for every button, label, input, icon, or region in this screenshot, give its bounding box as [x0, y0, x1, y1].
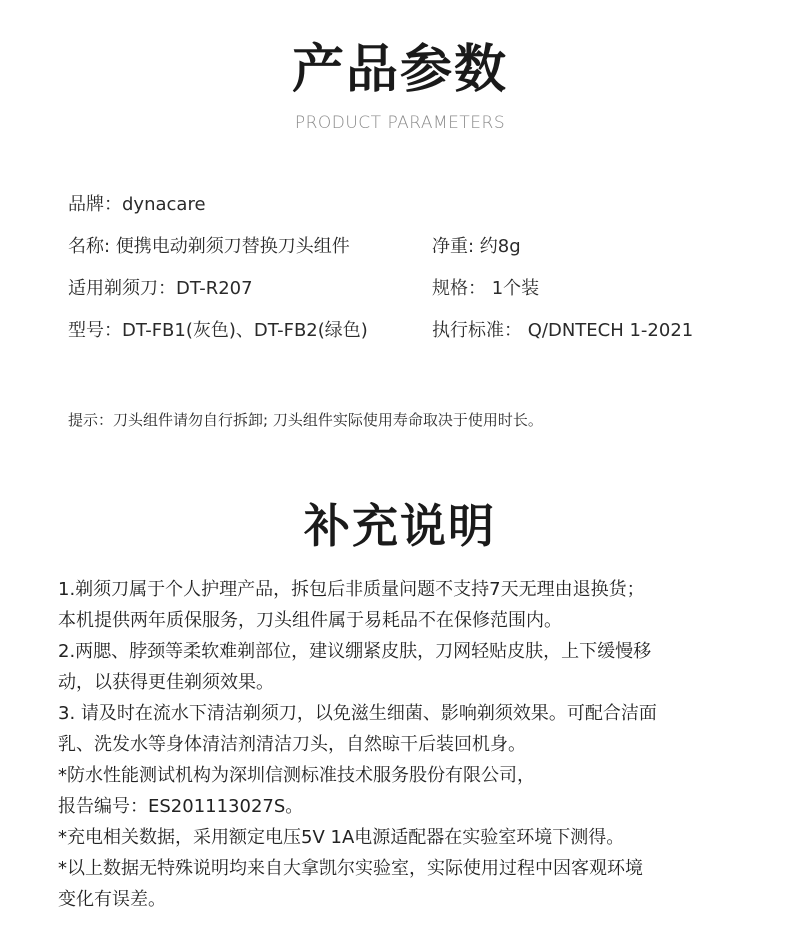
param-spec: 规格： 1个装	[432, 278, 540, 299]
param-name: 名称: 便携电动剃须刀替换刀头组件	[68, 236, 350, 257]
note-line: 1.剃须刀属于个人护理产品，拆包后非质量问题不支持7天无理由退换货；	[58, 579, 645, 600]
supplement-notes	[58, 574, 778, 915]
param-brand: 品牌：dynacare	[68, 194, 206, 215]
note-line: *防水性能测试机构为深圳信测标准技术服务股份有限公司，	[58, 765, 535, 786]
note-line: 变化有误差。	[58, 889, 166, 910]
param-weight: 净重: 约8g	[432, 236, 521, 257]
page-subtitle: PRODUCT PARAMETERS	[294, 113, 506, 133]
note-line: 乳、洗发水等身体清洁剂清洁刀头，自然晾干后装回机身。	[58, 734, 526, 755]
note-line: 2.两腮、脖颈等柔软难剃部位，建议绷紧皮肤，刀网轻贴皮肤，上下缓慢移	[58, 641, 652, 662]
note-line: *充电相关数据，采用额定电压5V 1A电源适配器在实验室环境下测得。	[58, 827, 625, 848]
note-line: 本机提供两年质保服务，刀头组件属于易耗品不在保修范围内。	[58, 610, 562, 631]
param-standard: 执行标准： Q/DNTECH 1-2021	[432, 320, 694, 341]
note-line: *以上数据无特殊说明均来自大拿凯尔实验室，实际使用过程中因客观环境	[58, 858, 643, 879]
note-line: 3. 请及时在流水下清洁剃须刀，以免滋生细菌、影响剃须效果。可配合洁面	[58, 703, 657, 724]
supplement-title: 补充说明	[304, 499, 496, 553]
note-line: 动，以获得更佳剃须效果。	[58, 672, 274, 693]
param-model: 型号：DT-FB1(灰色)、DT-FB2(绿色)	[68, 320, 368, 341]
tip-text: 提示：刀头组件请勿自行拆卸; 刀头组件实际使用寿命取决于使用时长。	[68, 411, 543, 429]
note-line: 报告编号：ES201113027S。	[58, 796, 304, 817]
page-title: 产品参数	[291, 40, 508, 100]
param-compatible: 适用剃须刀：DT-R207	[68, 278, 253, 299]
